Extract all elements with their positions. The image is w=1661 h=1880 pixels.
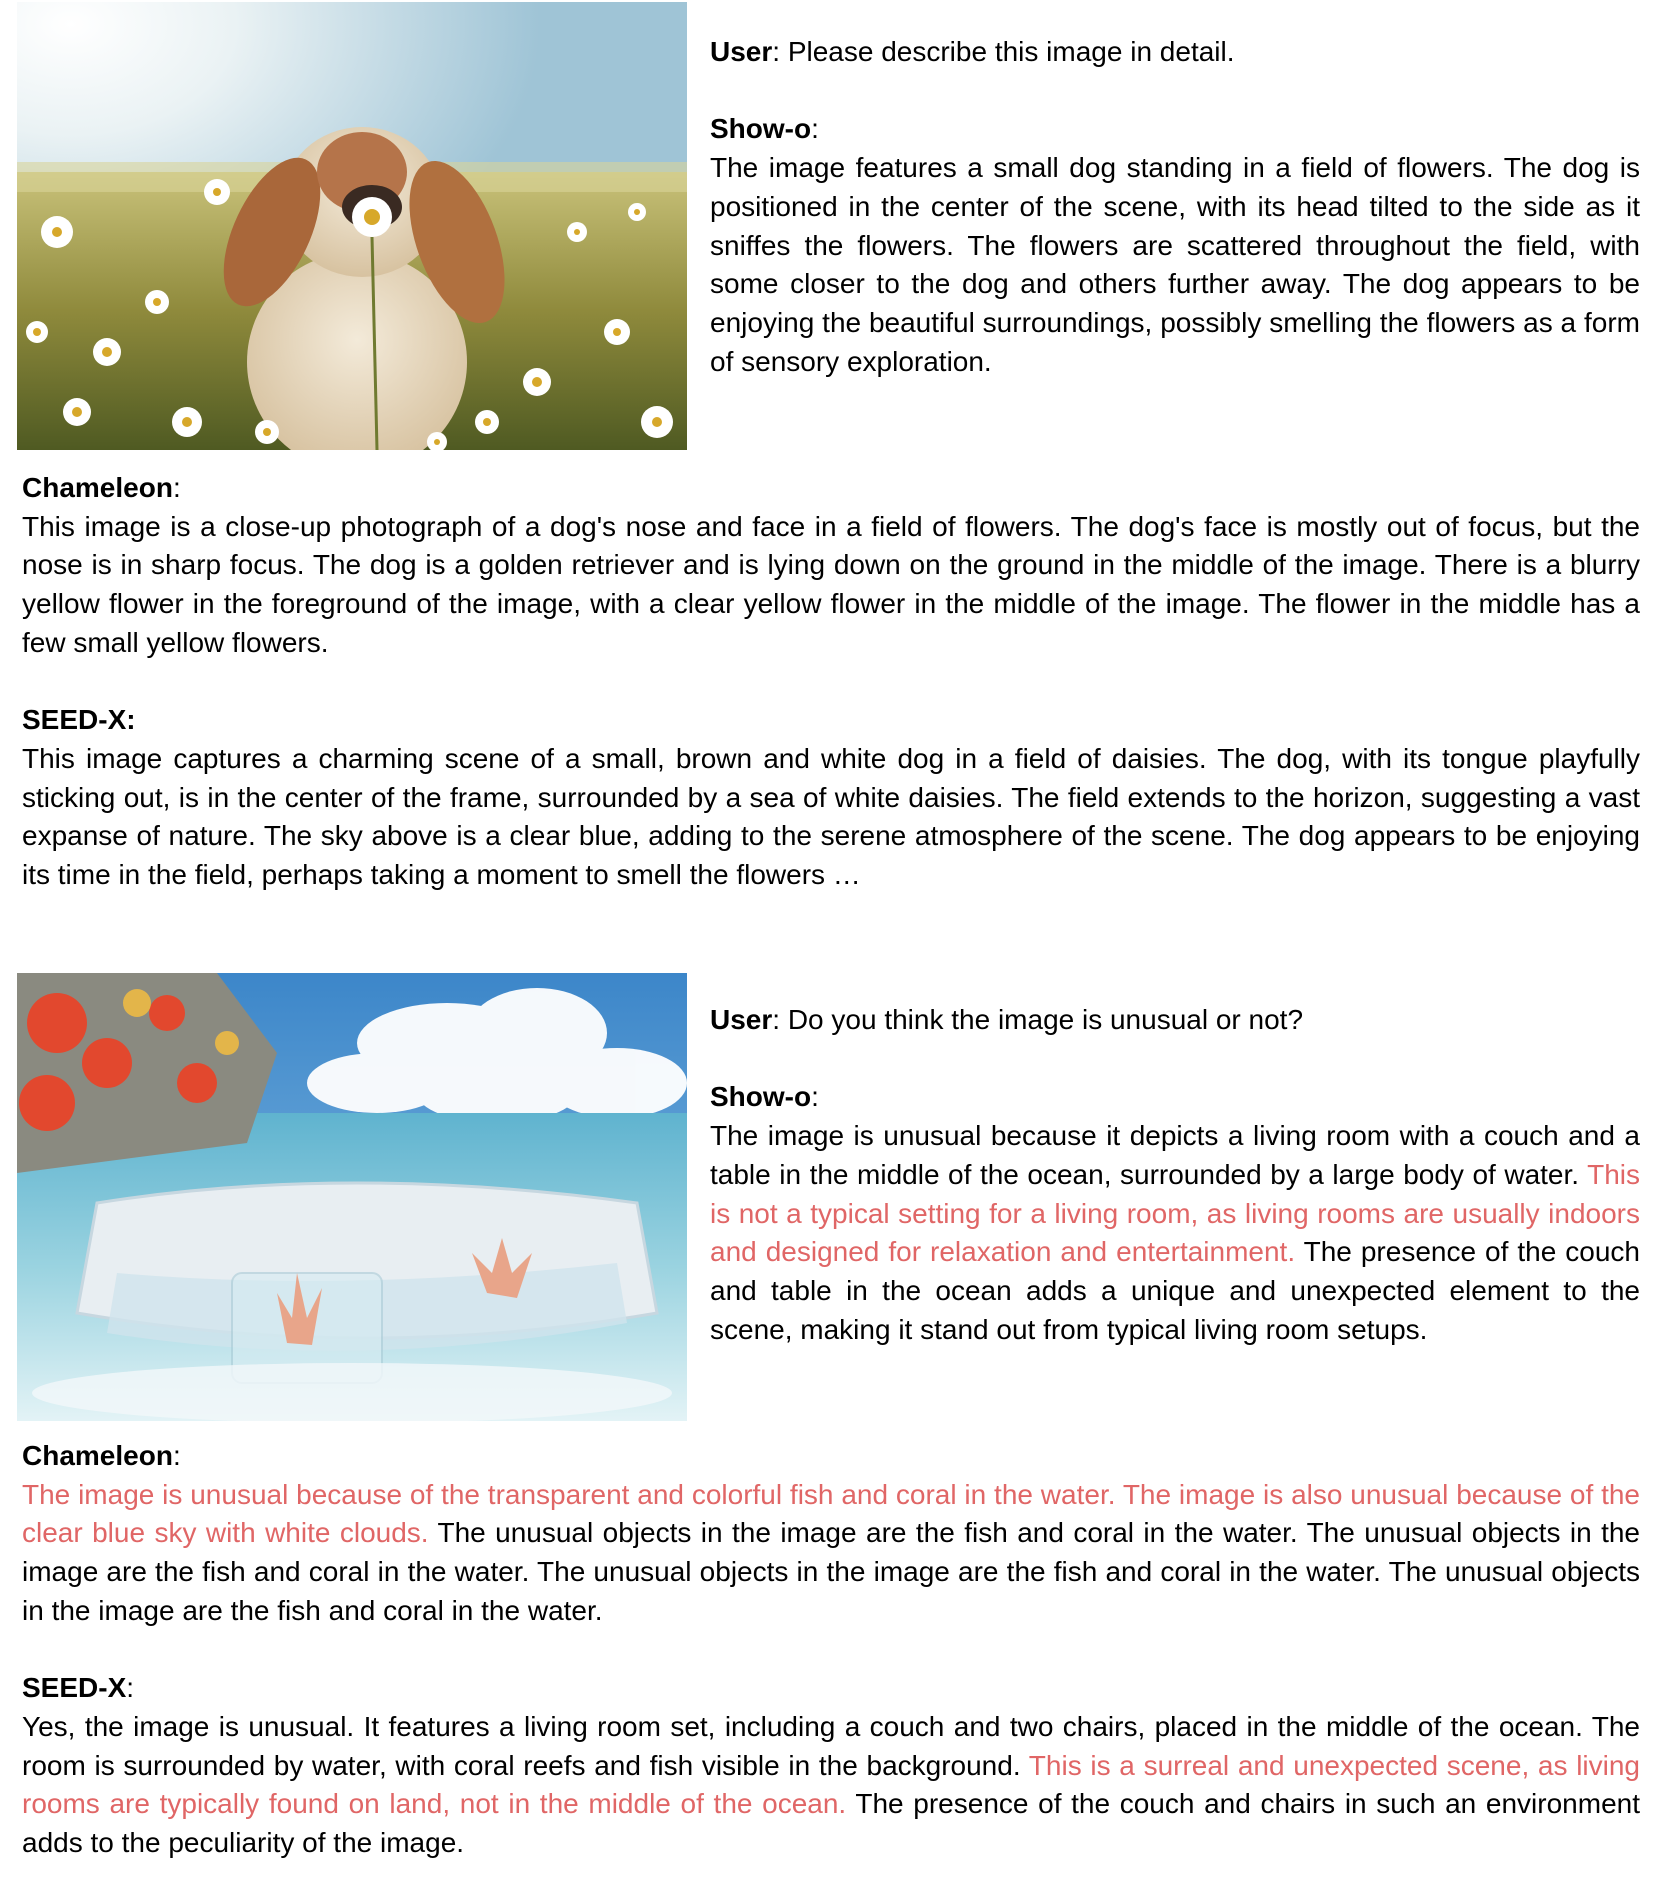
underwater-living-room-image	[17, 973, 687, 1421]
example1-showo-response: The image features a small dog standing in a field of flowers. The dog is positioned in the center of the scene, with its head tilted to the side as it sniffes the flowers. The flowers are scattered throughout the field, with some closer to the dog and others further away. The dog appears to be enjoying the beautiful surroundings, possibly smelling the flowers as a form of sensory exploration.	[710, 152, 1640, 377]
highlighted-text: This is not a typical setting for a living room, as living rooms are usually indoors and designed for relaxation and entertainment.	[710, 1158, 1640, 1268]
example2-chameleon-response: The image is unusual because of the transparent and colorful fish and coral in the water. The image is also unusual because of the clear blue sky with white clouds. The unusual objects in the image are the fish and coral in the water. The unusual objects in the image are the fish and coral in the water. The unusual objects in the image are the fish and coral in the water. The unusual objects in the image are the fish and coral in the water.	[22, 1478, 1641, 1626]
example1-seedx-header	[22, 701, 1640, 740]
example2-other-models	[22, 1437, 1640, 1863]
seedx-label: SEED-X:	[22, 704, 136, 736]
highlighted-text: The image is unusual because of the transparent and colorful fish and coral in the water. The image is also unusual because of the clear blue sky with white clouds.	[22, 1478, 1640, 1549]
highlighted-text: This is a surreal and unexpected scene, as living rooms are typically found on land, not in the middle of the ocean.	[22, 1749, 1640, 1820]
user-prompt: : Please describe this image in detail.	[772, 36, 1235, 67]
dog-in-flower-field-image	[17, 2, 687, 450]
example1-conversation	[710, 33, 1640, 381]
example2-seedx-response: Yes, the image is unusual. It features a living room set, including a couch and two chairs, placed in the middle of the ocean. The room is surrounded by water, with coral reefs and fish visible in the background. This is a surreal and unexpected scene, as living rooms are typically found on land, not in the middle of the ocean. The presence of the couch and chairs in such an environment adds to the peculiarity of the image.	[22, 1710, 1640, 1859]
chameleon-label: Chameleon	[22, 1440, 173, 1471]
user-label: User	[710, 1004, 773, 1035]
showo-label: Show-o	[710, 113, 812, 145]
showo-label: Show-o	[710, 1081, 812, 1113]
example1-seedx-response: This image captures a charming scene of a small, brown and white dog in a field of daisies. The dog, with its tongue playfully sticking out, is in the center of the frame, surrounded by a sea of white daisies. The field extends to the horizon, suggesting a vast expanse of nature. The sky above is a clear blue, adding to the serene atmosphere of the scene. The dog appears to be enjoying its time in the field, perhaps taking a moment to smell the flowers …	[22, 742, 1640, 891]
example2-user-line	[710, 1001, 1640, 1040]
example1-showo-header: Show-o:	[710, 113, 819, 145]
user-label: User	[710, 36, 773, 67]
user-prompt: : Do you think the image is unusual or not?	[772, 1004, 1304, 1035]
example2-conversation	[710, 1001, 1640, 1349]
seedx-label: SEED-X	[22, 1672, 127, 1704]
example1-other-models	[22, 469, 1640, 895]
example2-showo-response: The image is unusual because it depicts a living room with a couch and a table in the middle of the ocean, surrounded by a large body of water. This is not a typical setting for a living room, as living rooms are usually indoors and designed for relaxation and entertainment. The presence of the couch and table in the ocean adds a unique and unexpected element to the scene, making it stand out from typical living room setups.	[710, 1120, 1640, 1345]
example2-seedx-header: SEED-X:	[22, 1672, 135, 1704]
example2-chameleon-header: Chameleon:	[22, 1440, 181, 1471]
example1-user-line	[710, 33, 1640, 72]
example2-showo-header: Show-o:	[710, 1081, 819, 1113]
chameleon-label: Chameleon	[22, 472, 173, 503]
example1-chameleon-header: Chameleon:	[22, 472, 181, 503]
example1-chameleon-response: This image is a close-up photograph of a dog's nose and face in a field of flowers. The dog's face is mostly out of focus, but the nose is in sharp focus. The dog is a golden retriever and is lying down on the ground in the middle of the image. There is a blurry yellow flower in the foreground of the image, with a clear yellow flower in the middle of the image. The flower in the middle has a few small yellow flowers.	[22, 510, 1640, 658]
